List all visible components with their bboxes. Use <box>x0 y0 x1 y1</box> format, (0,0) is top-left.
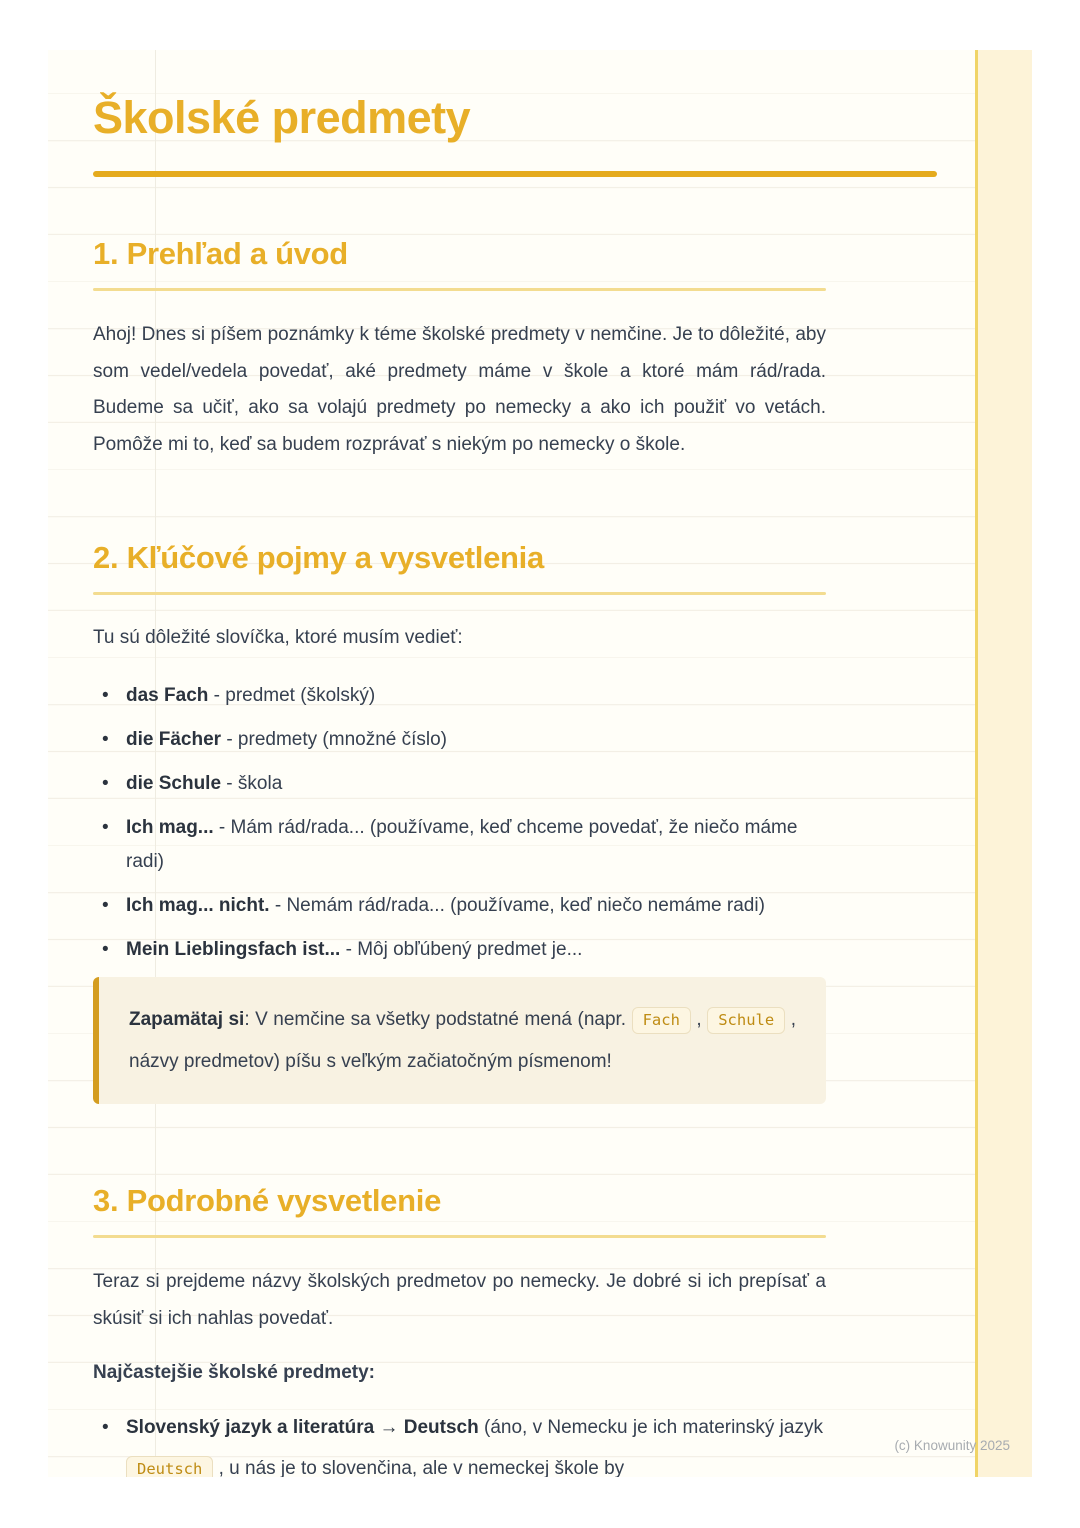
section-3-divider <box>93 1235 826 1238</box>
term-definition: - Môj obľúbený predmet je... <box>340 938 583 960</box>
list-item-die-schule <box>126 767 826 801</box>
code-chip-deutsch: Deutsch <box>126 1456 213 1477</box>
term-definition: - Mám rád/rada... (používame, keď chceme povedať, že niečo máme radi) <box>126 816 798 872</box>
term-label: Ich mag... nicht. <box>126 894 270 916</box>
callout-lead: Zapamätaj si <box>129 1008 245 1030</box>
subject-note: , u nás je to slovenčina, ale v nemeckej škole by <box>213 1458 625 1477</box>
subjects-subheading: Najčastejšie školské predmety: <box>93 1362 375 1383</box>
copyright-watermark: (c) Knowunity 2025 <box>894 1438 1010 1453</box>
title-divider <box>93 171 937 177</box>
section-2-heading: 2. Kľúčové pojmy a vysvetlenia <box>93 540 544 575</box>
code-chip-schule: Schule <box>707 1007 785 1034</box>
section-1-heading: 1. Prehľad a úvod <box>93 236 348 271</box>
term-label: die Fächer <box>126 728 222 750</box>
term-definition: - škola <box>221 772 283 794</box>
key-terms-list <box>93 679 826 967</box>
list-item-slovensky-jazyk <box>126 1407 826 1477</box>
section-overview <box>93 236 826 463</box>
section-key-terms <box>93 540 826 1104</box>
list-item-das-fach <box>126 679 826 713</box>
section-2-intro: Tu sú dôležité slovíčka, ktoré musím vedieť: <box>93 627 463 648</box>
subject-mapping: Slovenský jazyk a literatúra → Deutsch <box>126 1417 479 1438</box>
code-chip-fach: Fach <box>632 1007 691 1034</box>
callout-segment: , názvy predmetov) píšu s veľkým začiatočným písmenom! <box>129 1008 796 1072</box>
term-definition: - predmety (množné číslo) <box>221 728 448 750</box>
list-item-die-faecher <box>126 723 826 757</box>
section-detail <box>93 1183 826 1477</box>
list-item-ich-mag-nicht <box>126 889 826 923</box>
notes-page <box>48 50 1032 1477</box>
subjects-list <box>93 1407 826 1477</box>
term-label: die Schule <box>126 772 222 794</box>
note-callout <box>93 977 826 1104</box>
callout-segment: , <box>690 1008 708 1030</box>
list-item-ich-mag <box>126 811 826 879</box>
section-1-paragraph: Ahoj! Dnes si píšem poznámky k téme školské predmety v nemčine. Je to dôležité, aby som vedel/vedela povedať, aké predmety máme v škole a ktoré mám rád/rada. Budeme sa učiť, ako sa volajú predmety po nemecky a ako ich použiť vo vetách. Pomôže mi to, keď sa budem rozprávať s niekým po nemecky o škole. <box>93 324 826 455</box>
term-label: Ich mag... <box>126 816 214 838</box>
term-label: Mein Lieblingsfach ist... <box>126 938 341 960</box>
title-block <box>93 92 826 177</box>
section-3-heading: 3. Podrobné vysvetlenie <box>93 1183 442 1218</box>
subject-note: (áno, v Nemecku je ich materinský jazyk <box>478 1417 823 1438</box>
term-label: das Fach <box>126 684 209 706</box>
section-1-divider <box>93 288 826 291</box>
term-definition: - predmet (školský) <box>208 684 376 706</box>
notebook-margin-column <box>975 50 1032 1477</box>
callout-text <box>129 999 796 1082</box>
section-3-paragraph: Teraz si prejdeme názvy školských predmetov po nemecky. Je dobré si ich prepísať a skúsiť si ich nahlas povedať. <box>93 1271 826 1329</box>
term-definition: - Nemám rád/rada... (používame, keď niečo nemáme radi) <box>269 894 765 916</box>
section-2-divider <box>93 592 826 595</box>
page-title: Školské predmety <box>93 92 471 143</box>
list-item-lieblingsfach <box>126 933 826 967</box>
callout-segment: : V nemčine sa všetky podstatné mená (napr. <box>244 1008 632 1030</box>
